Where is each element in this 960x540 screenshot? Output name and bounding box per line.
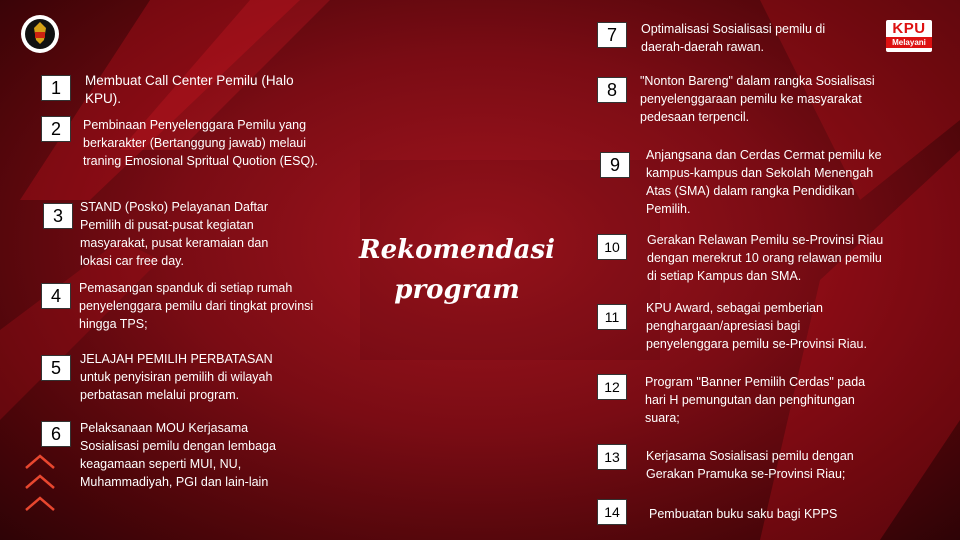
list-item	[597, 444, 878, 483]
item-text: Anjangsana dan Cerdas Cermat pemilu ke kampus-kampus dan Sekolah Menengah Atas (SMA) dalam rangka Pendidikan Pemilih.	[646, 148, 882, 216]
item-number: 8	[597, 77, 627, 103]
item-text: Pembuatan buku saku bagi KPPS	[649, 507, 838, 521]
item-number: 10	[597, 234, 627, 260]
chevron-up-icon	[24, 452, 56, 514]
item-number: 4	[41, 283, 71, 309]
list-item	[41, 283, 315, 333]
kpu-emblem-icon	[20, 14, 60, 54]
list-item	[597, 234, 889, 285]
item-number: 11	[597, 304, 627, 330]
list-item	[43, 200, 294, 270]
kpu-melayani-logo	[886, 20, 932, 52]
item-number: 6	[41, 421, 71, 447]
item-text: STAND (Posko) Pelayanan Daftar Pemilih di pusat-pusat kegiatan masyarakat, pusat keramaian dan lokasi car free day.	[80, 200, 269, 268]
item-text: Optimalisasi Sosialisasi pemilu di daerah-daerah rawan.	[641, 22, 826, 54]
kpu-melayani-logo-line1: KPU	[892, 20, 926, 37]
kpu-melayani-logo-line2: Melayani	[886, 37, 932, 48]
item-text: Pembinaan Penyelenggara Pemilu yang berkarakter (Bertanggung jawab) melaui traning Emosional Spritual Quotion (ESQ).	[83, 118, 318, 168]
list-item	[600, 148, 882, 218]
list-item	[597, 22, 871, 56]
list-item	[597, 374, 875, 427]
item-number: 12	[597, 374, 627, 400]
list-item	[597, 301, 886, 353]
item-number: 7	[597, 22, 627, 48]
item-text: Pelaksanaan MOU Kerjasama Sosialisasi pemilu dengan lembaga keagamaan seperti MUI, NU, Muhammadiyah, PGI dan lain-lain	[80, 421, 276, 489]
list-item	[41, 116, 327, 170]
item-number: 2	[41, 116, 71, 142]
list-item	[597, 74, 884, 126]
item-text: Program "Banner Pemilih Cerdas" pada hari H pemungutan dan penghitungan suara;	[645, 375, 866, 425]
list-item	[41, 75, 317, 108]
list-item	[597, 499, 879, 525]
list-item	[41, 421, 304, 491]
item-number: 3	[43, 203, 73, 229]
item-number: 14	[597, 499, 627, 525]
item-text: Membuat Call Center Pemilu (Halo KPU).	[85, 73, 294, 106]
item-text: Gerakan Relawan Pemilu se-Provinsi Riau dengan merekrut 10 orang relawan pemilu di setiap Kampus dan SMA.	[647, 233, 884, 283]
slide-title: Rekomendasi program	[358, 235, 555, 305]
item-text: KPU Award, sebagai pemberian penghargaan/apresiasi bagi penyelenggara pemilu se-Provinsi Riau.	[646, 301, 867, 351]
item-number: 1	[41, 75, 71, 101]
item-text: "Nonton Bareng" dalam rangka Sosialisasi penyelenggaraan pemilu ke masyarakat pedesaan terpencil.	[640, 74, 875, 124]
item-number: 9	[600, 152, 630, 178]
item-text: Pemasangan spanduk di setiap rumah penyelenggara pemilu dari tingkat provinsi hingga TPS;	[79, 281, 314, 331]
item-number: 13	[597, 444, 627, 470]
item-text: Kerjasama Sosialisasi pemilu dengan Gerakan Pramuka se-Provinsi Riau;	[646, 449, 854, 481]
item-text: JELAJAH PEMILIH PERBATASAN untuk penyisiran pemilih di wilayah perbatasan melalui program.	[80, 352, 273, 402]
list-item	[41, 352, 302, 404]
item-number: 5	[41, 355, 71, 381]
